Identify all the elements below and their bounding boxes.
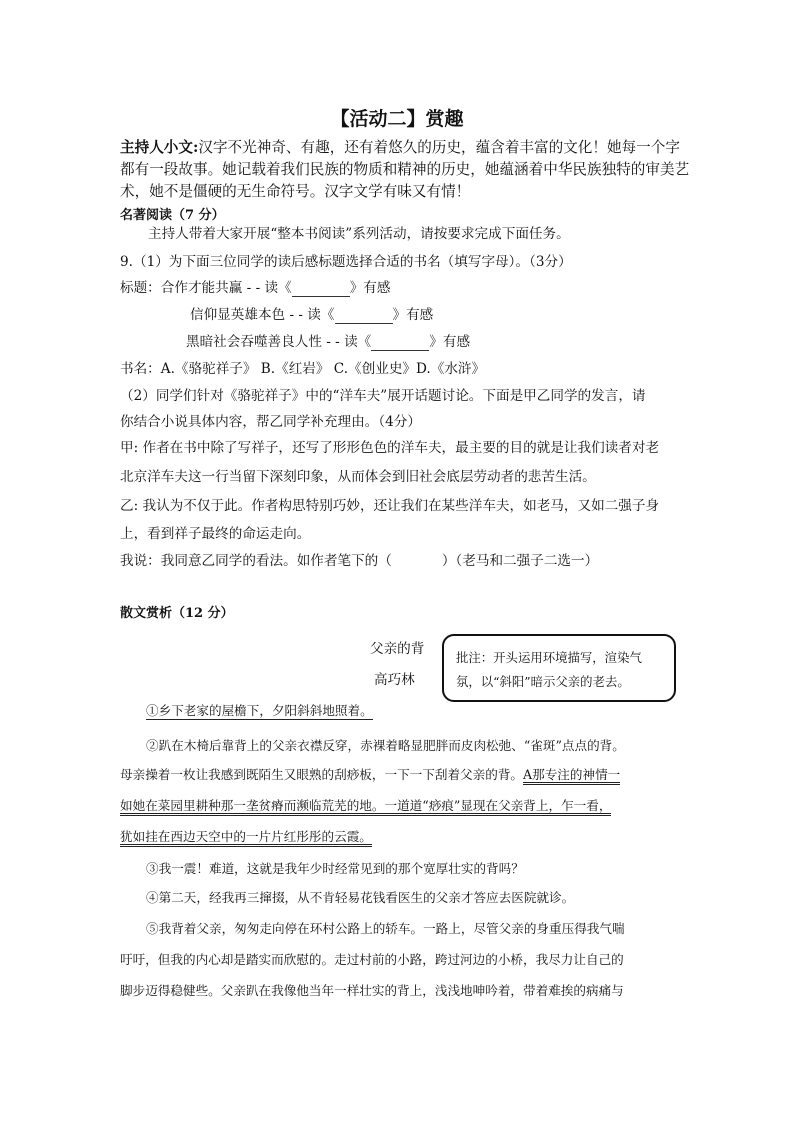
essay-paragraph-5-line-3: 脚步迈得稳健些。父亲趴在我像他当年一样壮实的背上，浅浅地呻吟着，带着难挨的病痛与 xyxy=(120,983,624,998)
essay-paragraph-2-line-1: ②趴在木椅后靠背上的父亲衣襟反穿，赤裸着略显肥胖而皮肉松弛、“雀斑”点点的背。 xyxy=(146,738,625,753)
title-row-3-blank[interactable] xyxy=(371,334,429,351)
title-row-3-suffix: 》有感 xyxy=(429,334,471,350)
title-row-1 xyxy=(120,276,390,297)
essay-paragraph-1 xyxy=(146,700,373,719)
title-row-2 xyxy=(190,303,433,324)
essay-author: 高巧林 xyxy=(374,672,415,688)
reading-heading: 名著阅读（7 分） xyxy=(120,208,225,223)
activity-title: 【活动二】赏趣 xyxy=(330,108,464,130)
essay-paragraph-2-line-2 xyxy=(120,764,620,783)
essay-paragraph-5-line-1: ⑤我背着父亲，匆匆走向停在环村公路上的轿车。一路上，尽管父亲的身重压得我气喘 xyxy=(146,921,625,936)
essay-paragraph-2-line-3 xyxy=(120,795,611,814)
title-row-3 xyxy=(186,330,470,351)
question-9-2-line-2: 你结合小说具体内容，帮乙同学补充理由。（4分） xyxy=(120,414,421,430)
title-row-1-prefix: 合作才能共赢 - - 读《 xyxy=(160,280,292,296)
annotation-note xyxy=(442,634,676,702)
title-row-3-prefix: 黑暗社会吞噬善良人性 - - 读《 xyxy=(186,334,372,350)
essay-heading: 散文赏析（12 分） xyxy=(120,606,234,621)
annotation-text: 批注：开头运用环境描写，渲染气氛，以“斜阳”暗示父亲的老去。 xyxy=(456,650,642,689)
essay-paragraph-2-line-3-text: 如她在菜园里耕种那一垄贫瘠而濒临荒芜的地。一道道“痧痕”显现在父亲背上，乍一看， xyxy=(120,798,611,816)
essay-paragraph-2-line-2-plain: 母亲操着一枚让我感到既陌生又眼熟的刮痧板，一下一下刮着父亲的背。 xyxy=(120,767,523,782)
my-answer-prefix: 我说：我同意乙同学的看法。如作者笔下的（ xyxy=(120,553,392,569)
essay-paragraph-2-line-4 xyxy=(120,826,372,845)
my-answer-blank[interactable] xyxy=(392,553,442,569)
essay-paragraph-2-line-4-text: 犹如挂在西边天空中的一片片红彤彤的云霞。 xyxy=(120,829,372,847)
essay-title: 父亲的背 xyxy=(370,641,425,657)
titles-label: 标题： xyxy=(120,280,161,296)
essay-paragraph-4: ④第二天，经我再三撺掇，从不肯轻易花钱看医生的父亲才答应去医院就诊。 xyxy=(146,890,575,905)
title-row-2-blank[interactable] xyxy=(335,307,393,324)
essay-paragraph-5-line-2: 吁吁，但我的内心却是踏实而欣慰的。走过村前的小路，跨过河边的小桥，我尽力让自己的 xyxy=(120,952,624,967)
essay-paragraph-2-line-2-marked: A那专注的神情一 xyxy=(523,767,620,785)
my-answer-line xyxy=(120,549,598,569)
my-answer-suffix: ）（老马和二强子二选一） xyxy=(441,553,599,569)
title-row-1-suffix: 》有感 xyxy=(349,280,391,296)
essay-paragraph-3: ③我一震！难道，这就是我年少时经常见到的那个宽厚壮实的背吗？ xyxy=(146,861,524,876)
jia-line-1: 甲: 作者在书中除了写祥子，还写了形形色色的洋车夫，最主要的目的就是让我们读者对老 xyxy=(120,440,660,456)
host-text: 汉字不光神奇、有趣，还有着悠久的历史，蕴含着丰富的文化！她每一个字都有一段故事。她记载着我们民族的物质和精神的历史，她蕴涵着中华民族独特的审美艺术，她不是僵硬的无生命符号。汉字文学有味又有情！ xyxy=(120,139,690,200)
yi-line-2: 上，看到祥子最终的命运走向。 xyxy=(120,526,311,542)
title-row-2-prefix: 信仰显英雄本色 - - 读《 xyxy=(190,307,335,323)
title-row-2-suffix: 》有感 xyxy=(392,307,434,323)
essay-paragraph-1-text: ①乡下老家的屋檐下，夕阳斜斜地照着。 xyxy=(146,703,373,718)
reading-intro: 主持人带着大家开展“整本书阅读”系列活动，请按要求完成下面任务。 xyxy=(148,226,570,242)
question-9-1: 9.（1）为下面三位同学的读后感标题选择合适的书名（填写字母）。（3分） xyxy=(120,254,572,270)
question-9-2-line-1: （2）同学们针对《骆驼祥子》中的“洋车夫”展开话题讨论。下面是甲乙同学的发言，请 xyxy=(120,388,646,404)
host-speaker: 主持人小文: xyxy=(120,139,199,156)
host-paragraph xyxy=(120,137,692,203)
jia-line-2: 北京洋车夫这一行当留下深刻印象，从而体会到旧社会底层劳动者的悲苦生活。 xyxy=(120,469,596,485)
title-row-1-blank[interactable] xyxy=(292,280,350,297)
yi-line-1: 乙: 我认为不仅于此。作者构思特别巧妙，还让我们在某些洋车夫，如老马，又如二强子身 xyxy=(120,498,660,514)
book-options: 书名：A.《骆驼祥子》 B.《红岩》 C.《创业史》D.《水浒》 xyxy=(120,361,486,377)
